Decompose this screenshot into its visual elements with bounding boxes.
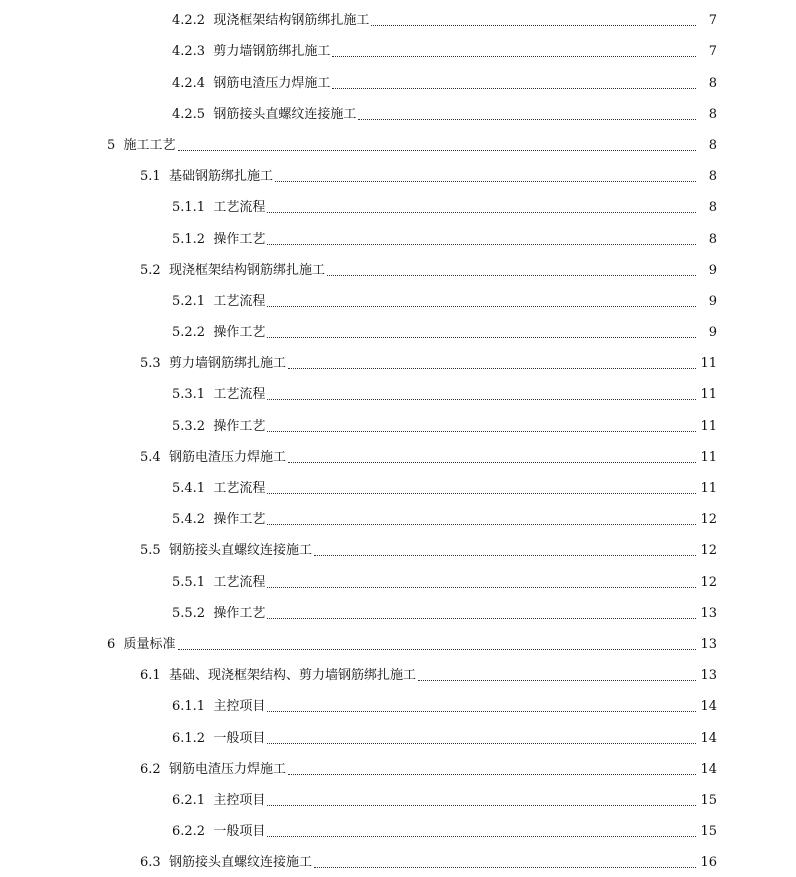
toc-entry-page-number: 14 — [700, 730, 717, 746]
toc-entry-page-number: 16 — [700, 855, 717, 871]
toc-entry-number: 6.2.1 — [172, 792, 206, 808]
toc-entry-number: 4.2.5 — [172, 106, 206, 122]
toc-entry-spacer — [205, 200, 213, 216]
toc-entry-spacer — [205, 481, 213, 497]
toc-dot-leader — [275, 180, 696, 182]
toc-entry-title: 剪力墙钢筋绑扎施工 — [213, 44, 331, 60]
toc-entry[interactable] — [0, 222, 796, 253]
toc-dot-leader — [178, 648, 696, 650]
toc-entry-number: 5.5 — [140, 543, 161, 559]
toc-entry-number: 5.2 — [140, 262, 161, 278]
toc-dot-leader — [267, 336, 696, 338]
toc-entry[interactable] — [0, 129, 796, 160]
toc-entry-title: 钢筋电渣压力焊施工 — [168, 449, 286, 465]
toc-dot-leader — [267, 617, 696, 619]
toc-entry-title: 基础、现浇框架结构、剪力墙钢筋绑扎施工 — [168, 668, 416, 684]
toc-entry-page-number: 11 — [700, 449, 717, 465]
toc-entry-number: 5 — [107, 137, 116, 153]
toc-entry[interactable] — [0, 472, 796, 503]
toc-entry-title: 操作工艺 — [213, 418, 266, 434]
toc-entry-number: 5.4 — [140, 449, 161, 465]
toc-entry-title: 质量标准 — [123, 636, 176, 652]
toc-entry-number: 5.1.1 — [172, 200, 206, 216]
toc-entry-spacer — [205, 606, 213, 622]
toc-entry-page-number: 7 — [708, 13, 717, 29]
toc-entry-spacer — [205, 232, 213, 248]
toc-entry[interactable] — [0, 721, 796, 752]
toc-entry-spacer — [205, 44, 213, 60]
toc-entry[interactable] — [0, 285, 796, 316]
toc-entry-title: 操作工艺 — [213, 605, 266, 621]
toc-entry-title: 工艺流程 — [213, 293, 266, 309]
toc-entry-number: 5.5.1 — [172, 574, 206, 590]
toc-entry-spacer — [205, 793, 213, 809]
toc-entry-page-number: 15 — [700, 824, 717, 840]
toc-entry-spacer — [115, 138, 123, 154]
toc-entry-number: 5.4.2 — [172, 512, 206, 528]
toc-entry-number: 5.4.1 — [172, 481, 206, 496]
toc-entry-number: 5.3 — [140, 356, 161, 372]
toc-entry-number: 6.1 — [140, 668, 161, 684]
toc-entry[interactable] — [0, 846, 796, 877]
toc-entry-page-number: 13 — [700, 636, 717, 652]
toc-entry-number: 5.3.1 — [172, 387, 206, 403]
toc-dot-leader — [267, 710, 696, 712]
toc-entry[interactable] — [0, 160, 796, 191]
toc-entry[interactable] — [0, 565, 796, 596]
toc-entry-page-number: 8 — [708, 137, 717, 153]
toc-entry-page-number: 14 — [700, 761, 717, 777]
toc-entry-spacer — [205, 731, 213, 747]
toc-entry[interactable] — [0, 4, 796, 35]
toc-dot-leader — [371, 24, 696, 26]
toc-entry-title: 钢筋接头直螺纹连接施工 — [213, 106, 357, 122]
toc-entry-number: 5.1 — [140, 169, 161, 185]
toc-dot-leader — [267, 492, 696, 494]
toc-dot-leader — [267, 804, 696, 806]
toc-entry-number: 5.2.2 — [172, 325, 206, 341]
toc-entry-page-number: 13 — [700, 668, 717, 684]
toc-entry-page-number: 9 — [708, 325, 717, 341]
toc-entry-page-number: 8 — [708, 200, 717, 216]
toc-entry[interactable] — [0, 316, 796, 347]
toc-dot-leader — [267, 430, 696, 432]
toc-entry[interactable] — [0, 597, 796, 628]
toc-entry-spacer — [161, 450, 169, 466]
toc-entry-number: 5.5.2 — [172, 605, 206, 621]
toc-entry[interactable] — [0, 784, 796, 815]
toc-entry[interactable] — [0, 441, 796, 472]
toc-entry-spacer — [205, 13, 213, 29]
toc-dot-leader — [332, 87, 696, 89]
toc-entry-page-number: 9 — [708, 293, 717, 309]
toc-entry-page-number: 9 — [708, 262, 717, 278]
toc-entry-title: 基础钢筋绑扎施工 — [168, 169, 273, 185]
toc-entry-page-number: 11 — [700, 481, 717, 496]
toc-entry[interactable] — [0, 191, 796, 222]
toc-entry-page-number: 12 — [700, 512, 717, 528]
toc-entry[interactable] — [0, 98, 796, 129]
toc-dot-leader — [288, 461, 696, 463]
toc-dot-leader — [267, 398, 696, 400]
toc-entry-spacer — [161, 356, 169, 372]
toc-entry[interactable] — [0, 378, 796, 409]
toc-dot-leader — [314, 554, 696, 556]
toc-entry-title: 钢筋接头直螺纹连接施工 — [168, 855, 312, 871]
toc-entry-spacer — [161, 668, 169, 684]
toc-dot-leader — [267, 742, 696, 744]
toc-entry-page-number: 11 — [700, 387, 717, 403]
toc-entry-title: 一般项目 — [213, 824, 266, 840]
toc-entry-page-number: 11 — [700, 356, 717, 372]
toc-dot-leader — [418, 679, 696, 681]
toc-dot-leader — [358, 118, 696, 120]
toc-entry[interactable] — [0, 815, 796, 846]
toc-entry[interactable] — [0, 753, 796, 784]
toc-entry-title: 施工工艺 — [123, 137, 176, 153]
toc-entry[interactable] — [0, 35, 796, 66]
toc-entry-number: 5.1.2 — [172, 231, 206, 247]
toc-dot-leader — [267, 523, 696, 525]
toc-entry-title: 一般项目 — [213, 730, 266, 746]
toc-entry-number: 6.1.2 — [172, 730, 206, 746]
toc-entry-title: 钢筋接头直螺纹连接施工 — [168, 543, 312, 559]
toc-entry-title: 操作工艺 — [213, 231, 266, 247]
toc-entry[interactable] — [0, 503, 796, 534]
toc-entry[interactable] — [0, 409, 796, 440]
toc-entry-spacer — [205, 107, 213, 123]
toc-entry-title: 主控项目 — [213, 792, 266, 808]
toc-entry-title: 主控项目 — [213, 699, 266, 715]
toc-entry-page-number: 13 — [700, 605, 717, 621]
toc-entry-spacer — [205, 575, 213, 591]
toc-entry-title: 剪力墙钢筋绑扎施工 — [168, 356, 286, 372]
toc-entry-spacer — [205, 76, 213, 92]
toc-dot-leader — [332, 55, 696, 57]
toc-entry-page-number: 15 — [700, 792, 717, 808]
toc-entry-title: 工艺流程 — [213, 387, 266, 403]
toc-entry-number: 6.3 — [140, 855, 161, 871]
toc-entry-spacer — [161, 762, 169, 778]
toc-entry-title: 工艺流程 — [213, 200, 266, 216]
toc-entry-page-number: 12 — [700, 574, 717, 590]
toc-entry[interactable] — [0, 254, 796, 285]
toc-entry-page-number: 8 — [708, 169, 717, 185]
toc-entry[interactable] — [0, 659, 796, 690]
toc-dot-leader — [267, 243, 696, 245]
toc-entry-page-number: 11 — [700, 418, 717, 434]
toc-dot-leader — [267, 586, 696, 588]
toc-dot-leader — [288, 367, 696, 369]
toc-dot-leader — [178, 149, 696, 151]
toc-entry-title: 工艺流程 — [213, 574, 266, 590]
toc-entry-spacer — [205, 699, 213, 715]
toc-entry-spacer — [205, 387, 213, 403]
toc-entry[interactable] — [0, 347, 796, 378]
toc-entry-title: 钢筋电渣压力焊施工 — [213, 75, 331, 91]
toc-dot-leader — [288, 773, 696, 775]
toc-entry-title: 现浇框架结构钢筋绑扎施工 — [168, 262, 325, 278]
toc-entry-page-number: 8 — [708, 75, 717, 91]
toc-entry-page-number: 14 — [700, 699, 717, 715]
toc-entry-spacer — [205, 512, 213, 528]
toc-dot-leader — [267, 211, 696, 213]
toc-dot-leader — [314, 866, 696, 868]
toc-entry[interactable] — [0, 628, 796, 659]
toc-entry-page-number: 8 — [708, 106, 717, 122]
toc-entry-number: 6 — [107, 636, 116, 652]
toc-entry-spacer — [161, 543, 169, 559]
toc-entry-number: 6.2 — [140, 761, 161, 777]
toc-entry-spacer — [161, 263, 169, 279]
toc-entry-spacer — [161, 169, 169, 185]
toc-entry-spacer — [115, 637, 123, 653]
toc-entry-number: 6.2.2 — [172, 824, 206, 840]
toc-entry-spacer — [161, 855, 169, 871]
toc-entry[interactable] — [0, 690, 796, 721]
toc-entry-number: 5.3.2 — [172, 418, 206, 434]
toc-dot-leader — [267, 305, 696, 307]
toc-entry-title: 现浇框架结构钢筋绑扎施工 — [213, 13, 370, 29]
toc-entry[interactable] — [0, 66, 796, 97]
toc-entry-page-number: 12 — [700, 543, 717, 559]
toc-entry-page-number: 7 — [708, 44, 717, 60]
table-of-contents — [0, 4, 796, 877]
toc-entry-title: 钢筋电渣压力焊施工 — [168, 761, 286, 777]
toc-entry-title: 工艺流程 — [213, 481, 266, 496]
toc-entry-spacer — [205, 419, 213, 435]
toc-entry-page-number: 8 — [708, 231, 717, 247]
toc-entry-number: 4.2.3 — [172, 44, 206, 60]
toc-dot-leader — [327, 274, 696, 276]
toc-entry-spacer — [205, 294, 213, 310]
toc-entry-number: 4.2.4 — [172, 75, 206, 91]
toc-entry-title: 操作工艺 — [213, 325, 266, 341]
toc-entry-number: 5.2.1 — [172, 293, 206, 309]
toc-entry-spacer — [205, 325, 213, 341]
toc-entry[interactable] — [0, 534, 796, 565]
toc-dot-leader — [267, 835, 696, 837]
toc-entry-number: 6.1.1 — [172, 699, 206, 715]
toc-entry-title: 操作工艺 — [213, 512, 266, 528]
toc-entry-spacer — [205, 824, 213, 840]
toc-entry-number: 4.2.2 — [172, 13, 206, 29]
